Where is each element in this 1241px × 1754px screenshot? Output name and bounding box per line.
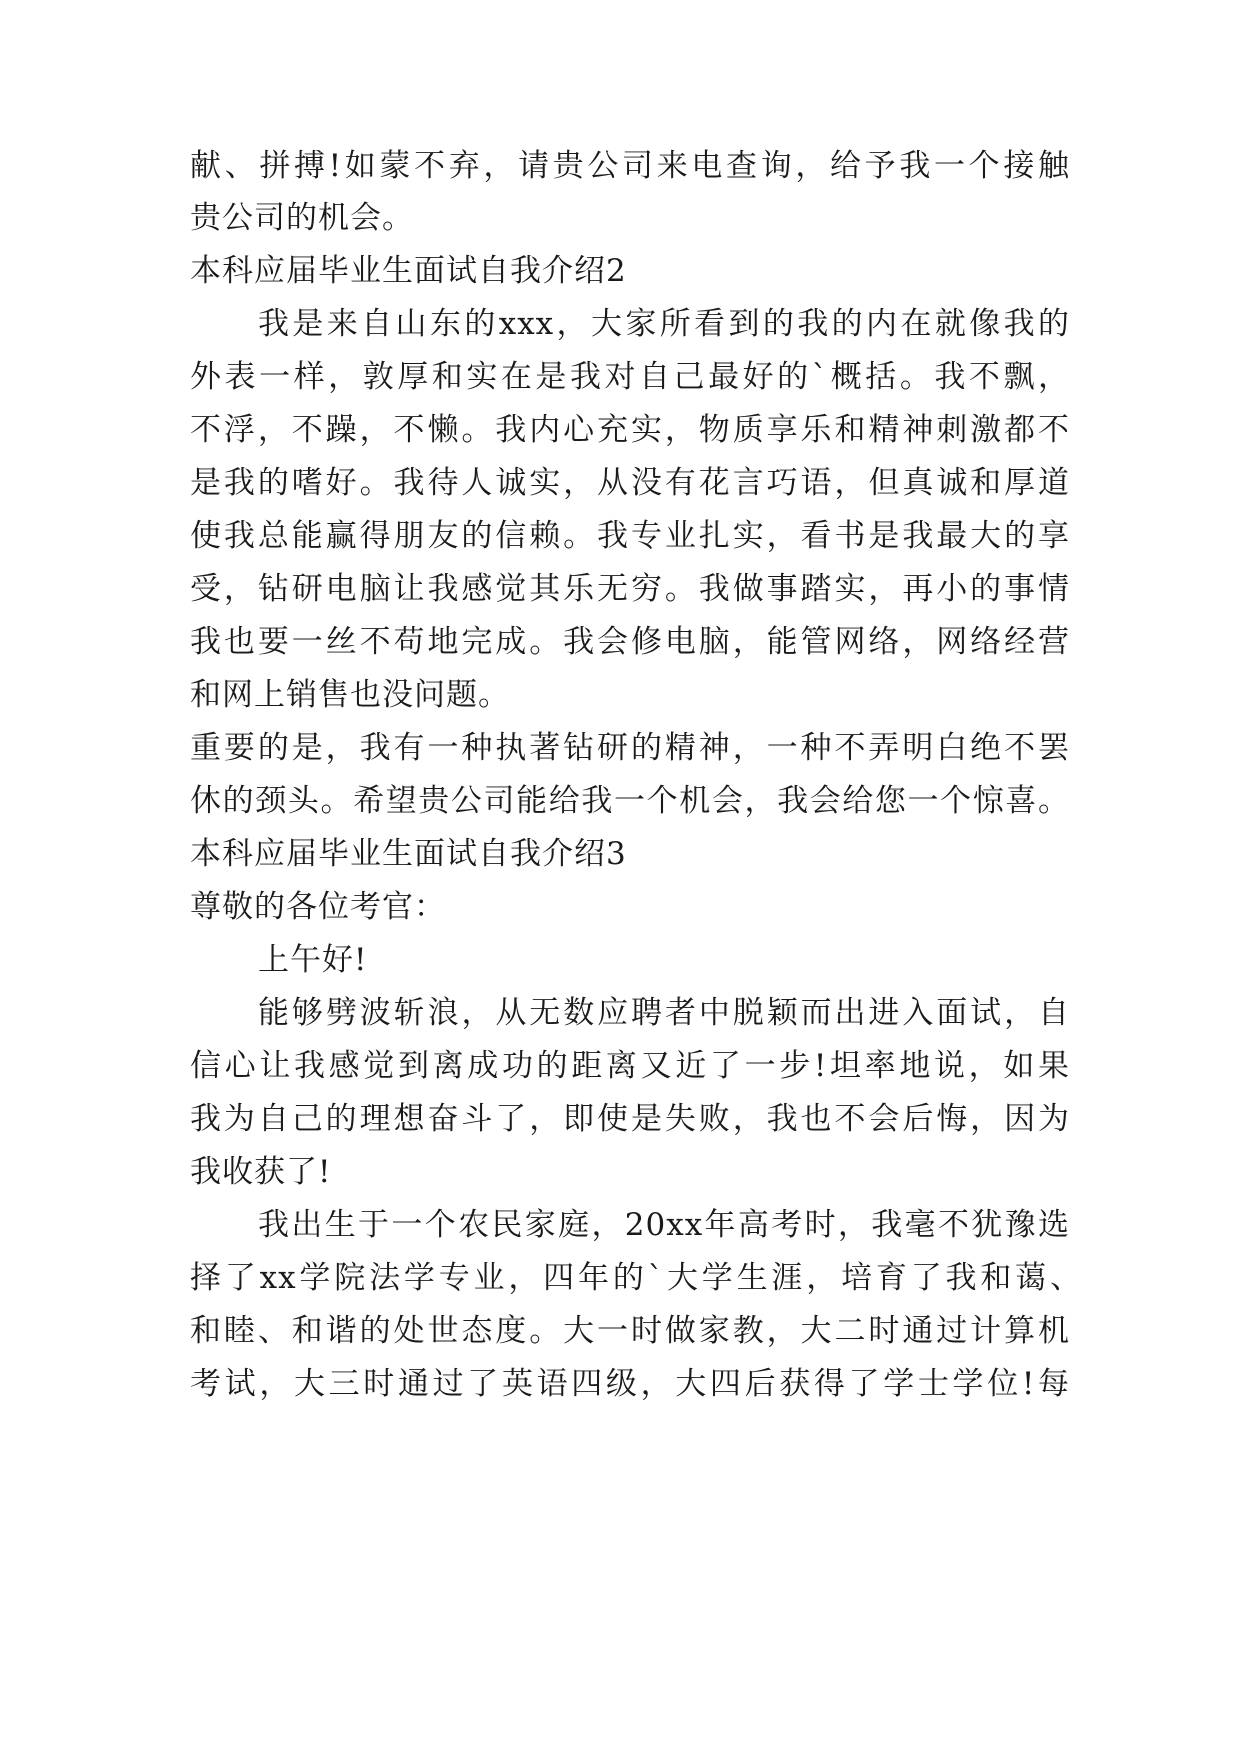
paragraph-line: 我是来自山东的xxx，大家所看到的我的内在就像我的: [258, 306, 1070, 342]
paragraph-line: 重要的是，我有一种执著钻研的精神，一种不弄明白绝不罢: [190, 730, 1070, 766]
paragraph-line: 择了xx学院法学专业，四年的`大学生涯，培育了我和蔼、: [190, 1260, 1082, 1296]
paragraph-line: 和睦、和谐的处世态度。大一时做家教，大二时通过计算机: [190, 1313, 1070, 1349]
paragraph-line: 能够劈波斩浪，从无数应聘者中脱颖而出进入面试，自: [258, 995, 1070, 1031]
section-heading: 本科应届毕业生面试自我介绍2: [190, 253, 627, 289]
paragraph-line: 贵公司的机会。: [190, 200, 414, 236]
paragraph-line: 信心让我感觉到离成功的距离又近了一步!坦率地说，如果: [190, 1048, 1070, 1084]
paragraph-line: 外表一样，敦厚和实在是我对自己最好的`概括。我不飘，: [190, 359, 1070, 395]
salutation: 尊敬的各位考官：: [190, 889, 446, 925]
paragraph-line: 使我总能赢得朋友的信赖。我专业扎实，看书是我最大的享: [190, 518, 1070, 554]
paragraph-line: 和网上销售也没问题。: [190, 677, 510, 713]
paragraph-line: 是我的嗜好。我待人诚实，从没有花言巧语，但真诚和厚道: [190, 465, 1070, 501]
paragraph-line: 不浮，不躁，不懒。我内心充实，物质享乐和精神刺激都不: [190, 412, 1070, 448]
paragraph-line: 受，钻研电脑让我感觉其乐无穷。我做事踏实，再小的事情: [190, 571, 1070, 607]
paragraph-line: 休的颈头。希望贵公司能给我一个机会，我会给您一个惊喜。: [190, 783, 1070, 819]
paragraph-line: 我为自己的理想奋斗了，即使是失败，我也不会后悔，因为: [190, 1101, 1070, 1137]
paragraph-line: 考试，大三时通过了英语四级，大四后获得了学士学位!每: [190, 1366, 1070, 1402]
greeting: 上午好!: [258, 942, 368, 978]
paragraph-line: 我出生于一个农民家庭，20xx年高考时，我毫不犹豫选: [258, 1207, 1070, 1243]
section-heading: 本科应届毕业生面试自我介绍3: [190, 836, 627, 872]
paragraph-line: 我也要一丝不苟地完成。我会修电脑，能管网络，网络经营: [190, 624, 1070, 660]
paragraph-line: 我收获了!: [190, 1154, 332, 1190]
paragraph-line: 献、拼搏!如蒙不弃，请贵公司来电查询，给予我一个接触: [190, 148, 1070, 184]
